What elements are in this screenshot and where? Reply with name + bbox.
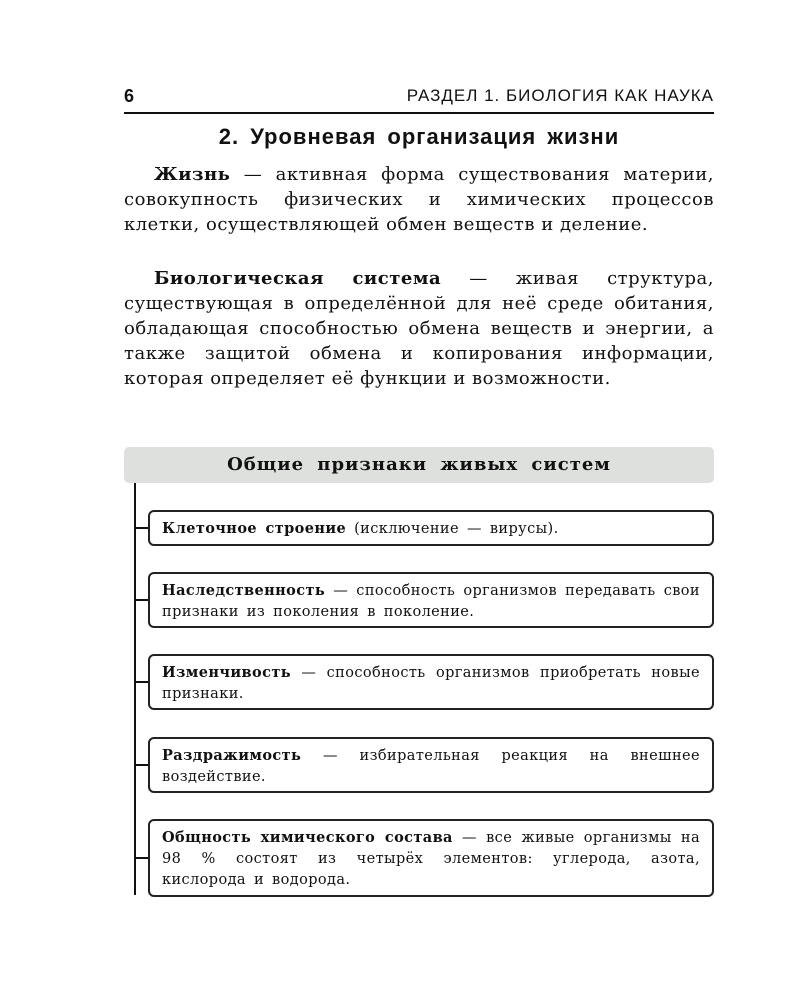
feature-text: — способность организмов передавать свои признаки из поколения в поколение. bbox=[162, 583, 700, 620]
definition-text: — активная форма существования материи, совокупность физических и химических процессов клетки, осуществляющей обмен веществ и деление. bbox=[124, 164, 714, 235]
running-head: РАЗДЕЛ 1. БИОЛОГИЯ КАК НАУКА bbox=[406, 86, 714, 105]
definition-term: Жизнь bbox=[154, 164, 231, 185]
feature-term: Общность химического состава bbox=[162, 829, 453, 846]
definition-life bbox=[124, 162, 714, 237]
feature-term: Клеточное строение bbox=[162, 520, 347, 537]
definition-biological-system bbox=[124, 266, 714, 391]
definition-term: Биологическая система bbox=[154, 268, 442, 289]
scheme-title: Общие признаки живых систем bbox=[124, 447, 714, 483]
feature-text: (исключение — вирусы). bbox=[346, 521, 559, 537]
feature-term: Изменчивость bbox=[162, 664, 291, 681]
feature-text: — избирательная реакция на внешнее воздействие. bbox=[162, 748, 700, 785]
feature-term: Раздражимость bbox=[162, 747, 302, 764]
feature-box-cellular-structure bbox=[148, 510, 714, 546]
section-title: 2. Уровневая организация жизни bbox=[218, 124, 620, 149]
feature-box-irritability bbox=[148, 737, 714, 793]
scheme-connector-line bbox=[134, 483, 136, 895]
page-number: 6 bbox=[124, 86, 135, 106]
feature-text: — способность организмов приобретать новые признаки. bbox=[162, 665, 700, 702]
feature-term: Наследственность bbox=[162, 582, 326, 599]
page-header bbox=[124, 84, 714, 114]
feature-box-chemical-composition bbox=[148, 819, 714, 897]
definition-text: — живая структура, существующая в определённой для неё среде обитания, обладающая способностью обмена веществ и энергии, а также защитой обмена и копирования информации, которая определяет её функции и возможности. bbox=[124, 268, 714, 389]
feature-text: — все живые организмы на 98 % состоят из четырёх элементов: углерода, азота, кислорода и водорода. bbox=[162, 830, 700, 888]
feature-box-variability bbox=[148, 654, 714, 710]
feature-box-heredity bbox=[148, 572, 714, 628]
